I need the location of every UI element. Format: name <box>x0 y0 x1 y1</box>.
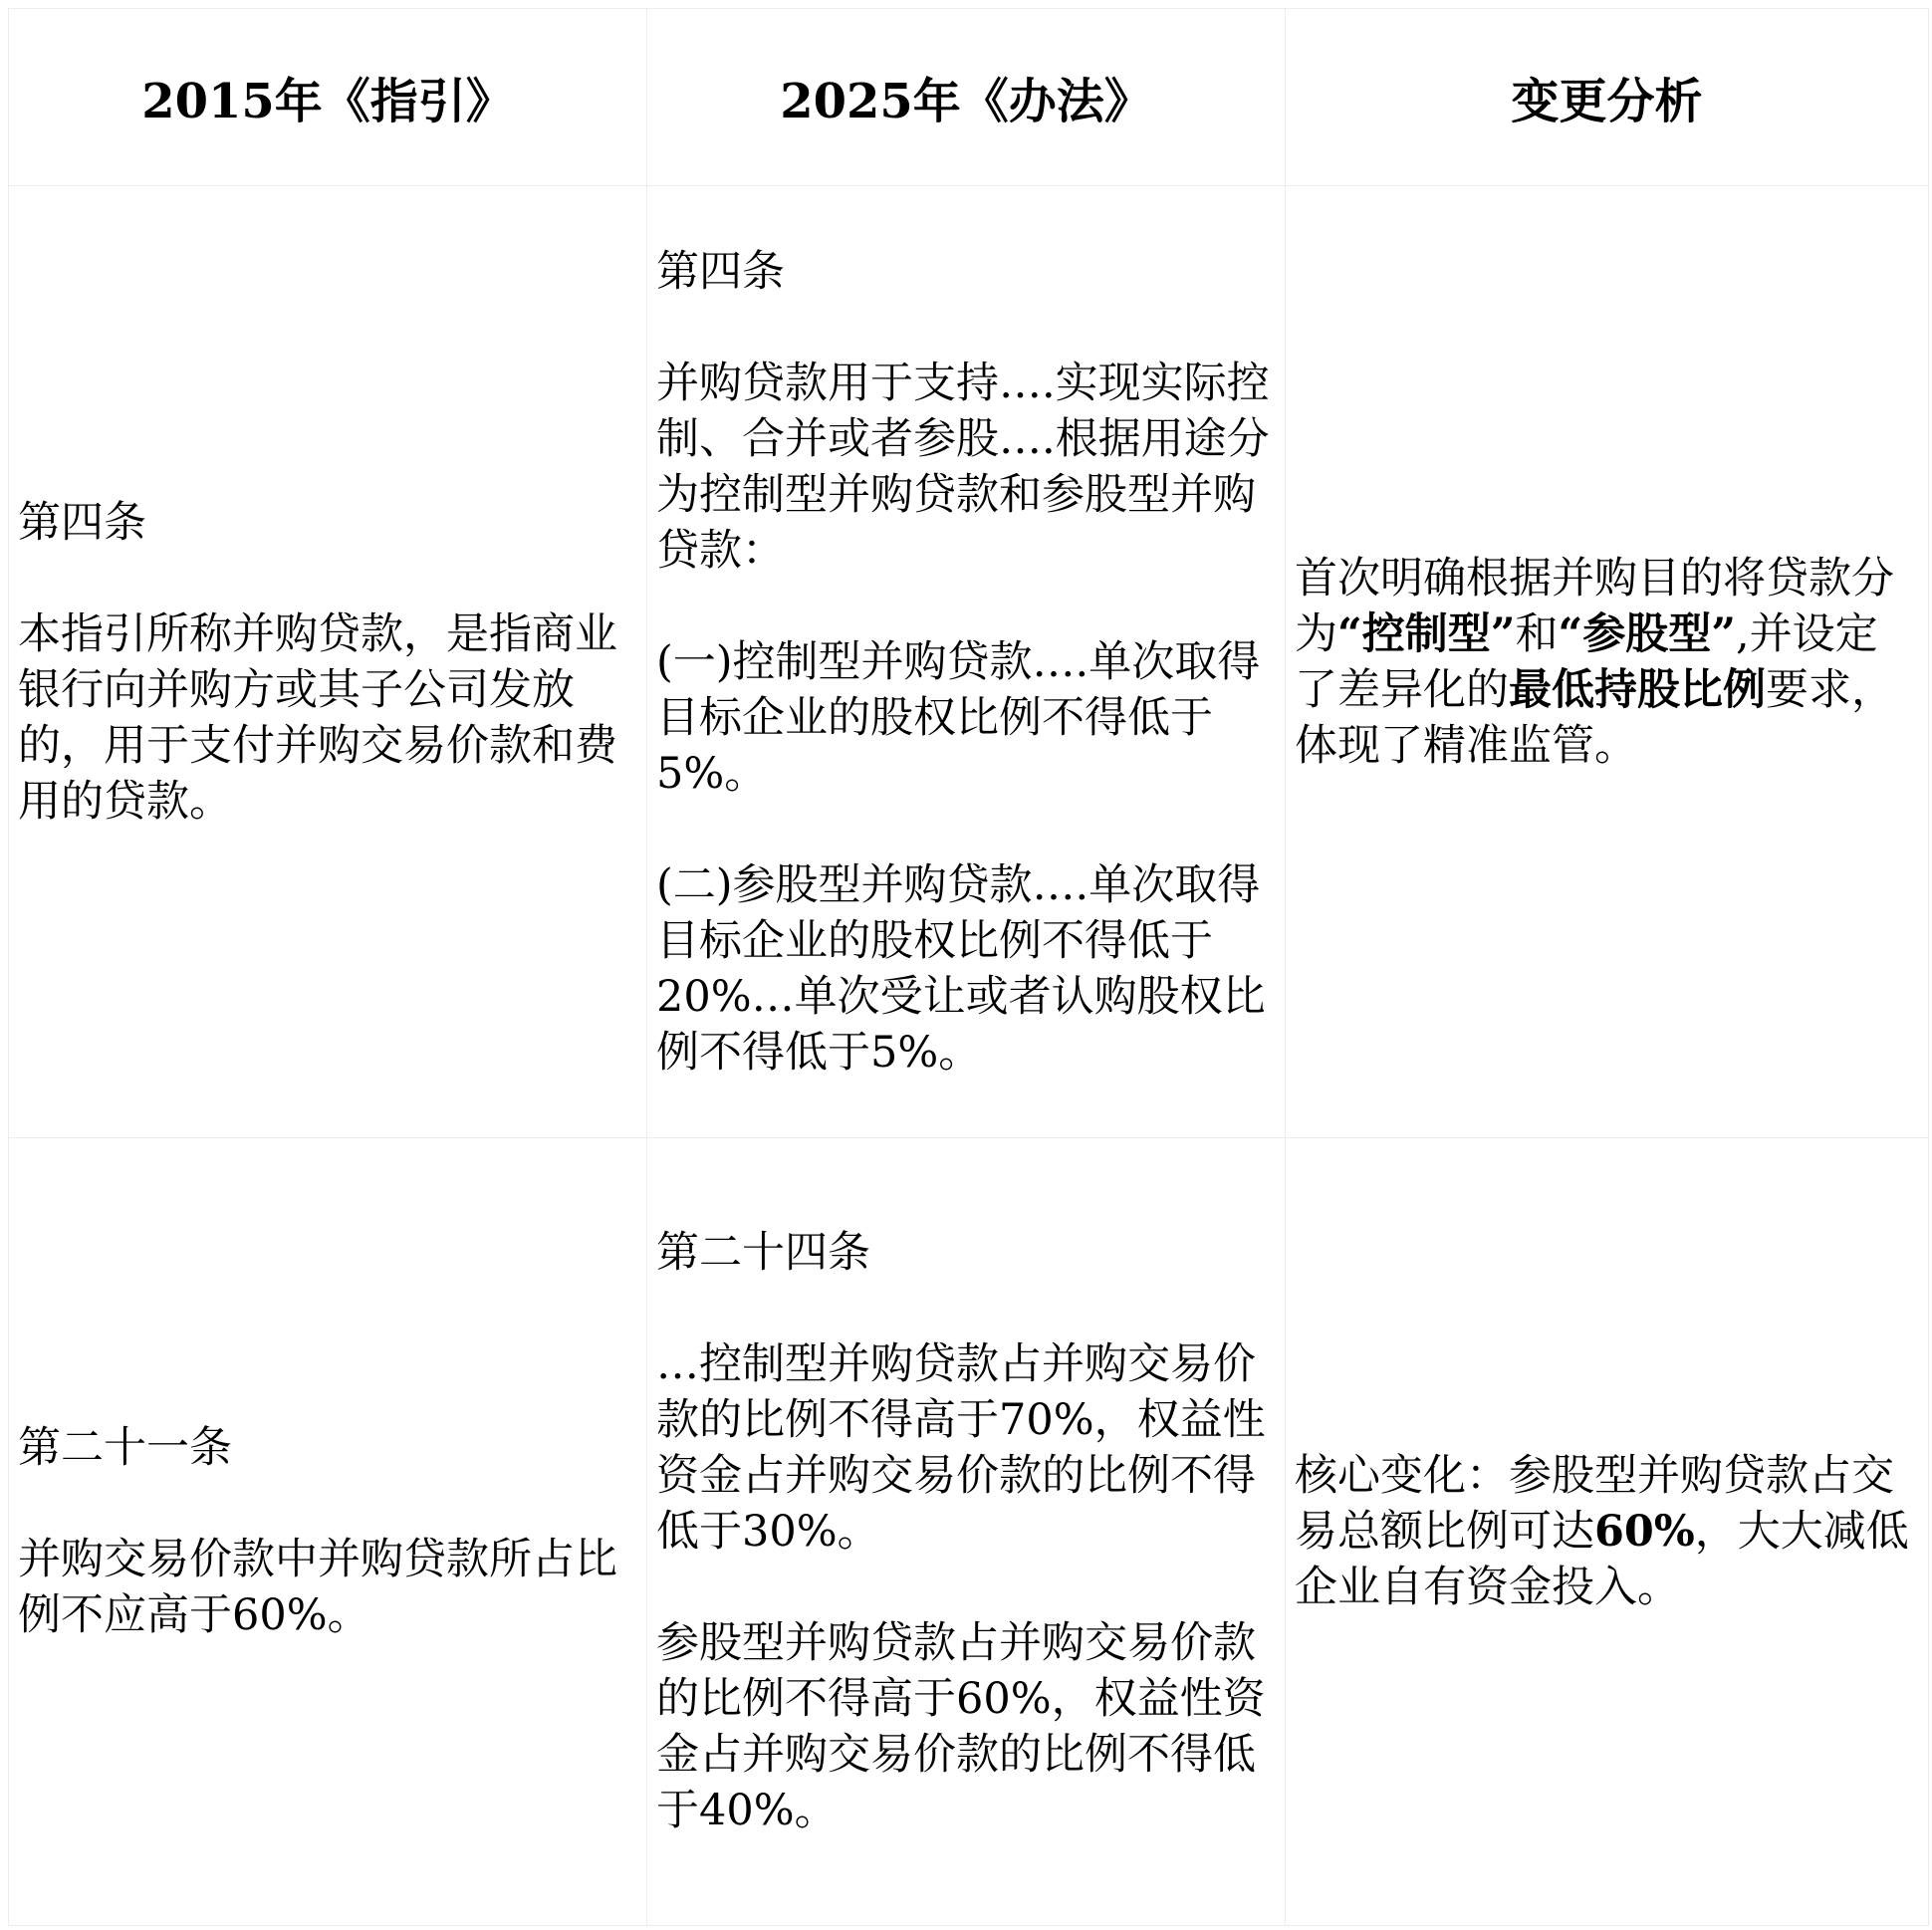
article-number: 第四条 <box>18 497 146 548</box>
article-number: 第四条 <box>656 246 785 297</box>
cell-analysis-2 <box>1286 1138 1929 1926</box>
analysis-text: 和 <box>1515 608 1559 659</box>
table-row <box>9 1138 1929 1926</box>
article-paragraph: 并购贷款用于支持….实现实际控制、合并或者参股….根据用途分为控制型并购贷款和参股型并购贷款： <box>656 358 1270 576</box>
article-paragraph: (一)控制型并购贷款….单次取得目标企业的股权比例不得低于5%。 <box>656 636 1261 799</box>
header-change-analysis: 变更分析 <box>1286 9 1929 186</box>
header-2015-guideline: 2015年《指引》 <box>9 9 647 186</box>
cell-2015-article-4 <box>9 186 647 1138</box>
analysis-text: 首次明确根据并购目的将贷款分为 <box>1295 553 1894 659</box>
cell-2025-article-24 <box>647 1138 1286 1926</box>
cell-2015-article-21 <box>9 1138 647 1926</box>
article-number: 第二十一条 <box>18 1423 232 1473</box>
article-paragraph: (二)参股型并购贷款….单次取得目标企业的股权比例不得低于20%…单次受让或者认购股权比例不得低于5%。 <box>656 859 1266 1078</box>
cell-analysis-1 <box>1286 186 1929 1138</box>
article-text: 本指引所称并购贷款，是指商业银行向并购方或其子公司发放的，用于支付并购交易价款和费用的贷款。 <box>18 608 617 827</box>
cell-2025-article-4 <box>647 186 1286 1138</box>
comparison-table <box>8 8 1929 1926</box>
analysis-highlight: “参股型” <box>1558 608 1736 659</box>
header-row <box>9 9 1929 186</box>
analysis-highlight: 最低持股比例 <box>1509 664 1766 715</box>
analysis-text: 核心变化：参股型并购贷款占交易总额比例可达 <box>1295 1451 1894 1557</box>
article-number: 第二十四条 <box>656 1228 870 1278</box>
comparison-table-container <box>8 8 1928 1926</box>
table-row <box>9 186 1929 1138</box>
article-text: 并购交易价款中并购贷款所占比例不应高于60%。 <box>18 1535 617 1640</box>
header-2025-measures: 2025年《办法》 <box>647 9 1286 186</box>
article-paragraph: …控制型并购贷款占并购交易价款的比例不得高于70%，权益性资金占并购交易价款的比例不得低于30%。 <box>656 1339 1266 1557</box>
analysis-highlight: 60% <box>1594 1507 1695 1557</box>
analysis-text: ,并设定了差异化的 <box>1295 608 1878 715</box>
analysis-highlight: “控制型” <box>1337 608 1516 659</box>
analysis-text: ，大大减低企业自有资金投入。 <box>1295 1507 1909 1612</box>
article-paragraph: 参股型并购贷款占并购交易价款的比例不得高于60%，权益性资金占并购交易价款的比例不得低于40%。 <box>656 1618 1266 1835</box>
analysis-text: 要求，体现了精准监管。 <box>1295 664 1894 771</box>
